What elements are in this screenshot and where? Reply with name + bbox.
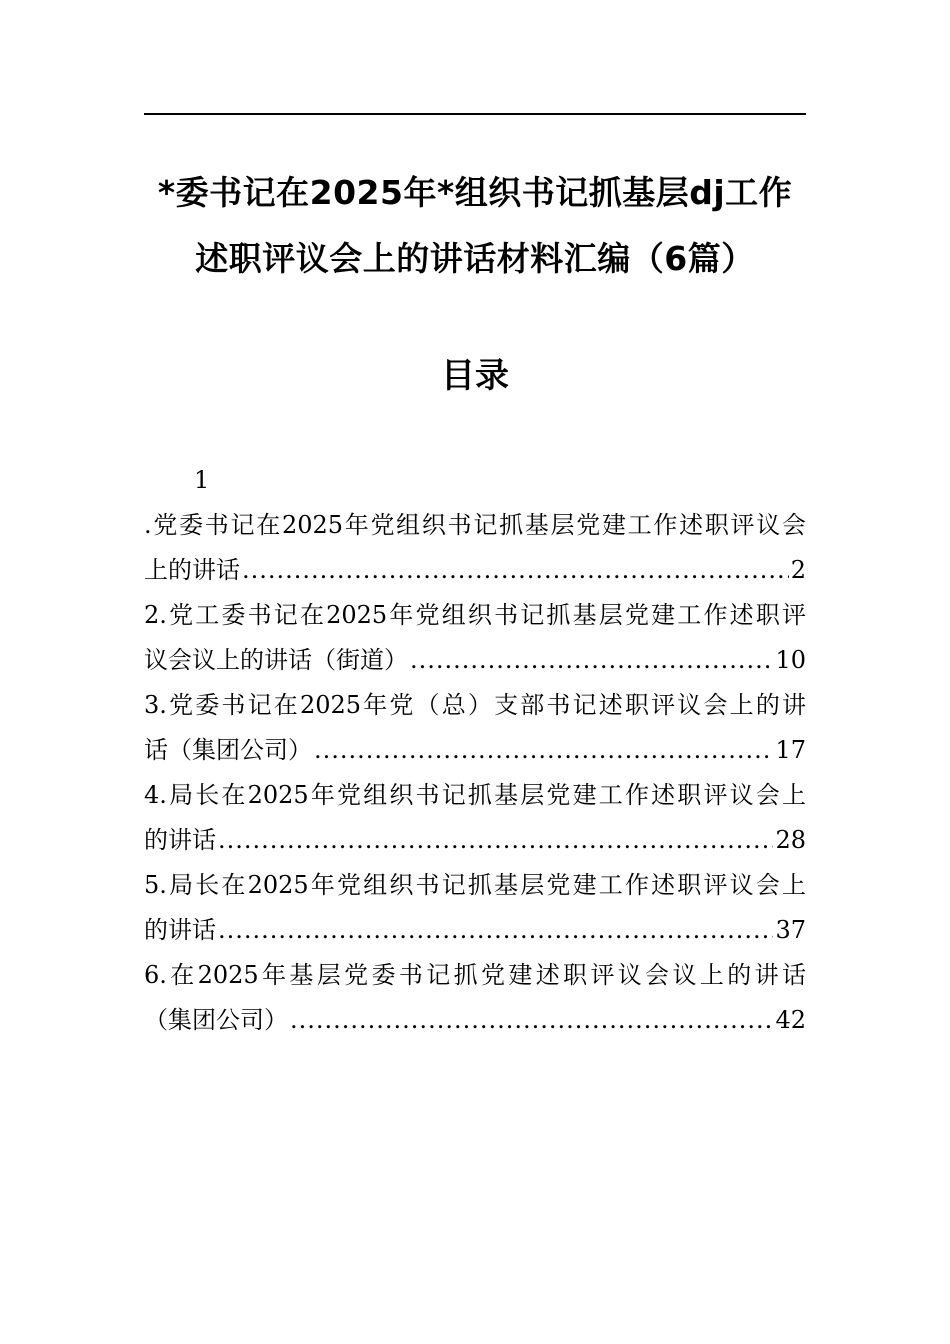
toc-entry-3-page: 17 (775, 736, 806, 764)
document-title (130, 160, 820, 292)
toc-leader-dots (242, 548, 789, 593)
toc-entry-4-page: 28 (775, 826, 806, 854)
toc-entry-6-page: 42 (775, 1006, 806, 1034)
toc-entry-5-page: 37 (775, 916, 806, 944)
toc-leader-dots (290, 998, 773, 1043)
toc-entry-3-last-line (144, 728, 806, 773)
toc-entry-4[interactable] (144, 773, 806, 863)
toc-entry-1-number: 1 (194, 466, 210, 494)
toc-entry-4-last-line (144, 818, 806, 863)
toc-entry-1-title-line-2: 上的讲话 (144, 556, 240, 584)
toc-entry-1-page: 2 (790, 556, 806, 584)
toc-entry-4-title-line-1: 4.局长在2025年党组织书记抓基层党建工作述职评议会上 (144, 781, 806, 809)
table-of-contents (144, 458, 806, 1043)
toc-entry-6-title-line-1: 6.在2025年基层党委书记抓党建述职评议会议上的讲话 (144, 961, 806, 989)
toc-leader-dots (218, 908, 773, 953)
toc-leader-dots (410, 638, 773, 683)
toc-entry-5-last-line (144, 908, 806, 953)
toc-entry-1-title-line-1: .党委书记在2025年党组织书记抓基层党建工作述职评议会 (144, 511, 806, 539)
toc-heading: 目录 (441, 356, 509, 396)
toc-entry-6-last-line (144, 998, 806, 1043)
toc-entry-4-title-line-2: 的讲话 (144, 826, 216, 854)
toc-entry-6-title-line-2: （集团公司） (144, 1006, 288, 1034)
toc-leader-dots (314, 728, 773, 773)
toc-entry-2[interactable] (144, 593, 806, 683)
toc-entry-1[interactable] (144, 458, 806, 593)
document-title-line-1: *委书记在2025年*组织书记抓基层dj工作 (157, 173, 793, 212)
header-rule (144, 113, 806, 115)
toc-entry-2-last-line (144, 638, 806, 683)
toc-entry-6[interactable] (144, 953, 806, 1043)
toc-entry-2-title-line-2: 议会议上的讲话（街道） (144, 646, 408, 674)
document-title-line-2: 述职评议会上的讲话材料汇编（6篇） (195, 239, 755, 278)
toc-entry-1-last-line (144, 548, 806, 593)
toc-entry-3-title-line-2: 话（集团公司） (144, 736, 312, 764)
toc-entry-5-title-line-2: 的讲话 (144, 916, 216, 944)
toc-entry-2-title-line-1: 2.党工委书记在2025年党组织书记抓基层党建工作述职评 (144, 601, 806, 629)
toc-entry-5[interactable] (144, 863, 806, 953)
toc-entry-2-page: 10 (775, 646, 806, 674)
toc-entry-3-title-line-1: 3.党委书记在2025年党（总）支部书记述职评议会上的讲 (144, 691, 806, 719)
toc-entry-3[interactable] (144, 683, 806, 773)
toc-leader-dots (218, 818, 773, 863)
toc-entry-5-title-line-1: 5.局长在2025年党组织书记抓基层党建工作述职评议会上 (144, 871, 806, 899)
